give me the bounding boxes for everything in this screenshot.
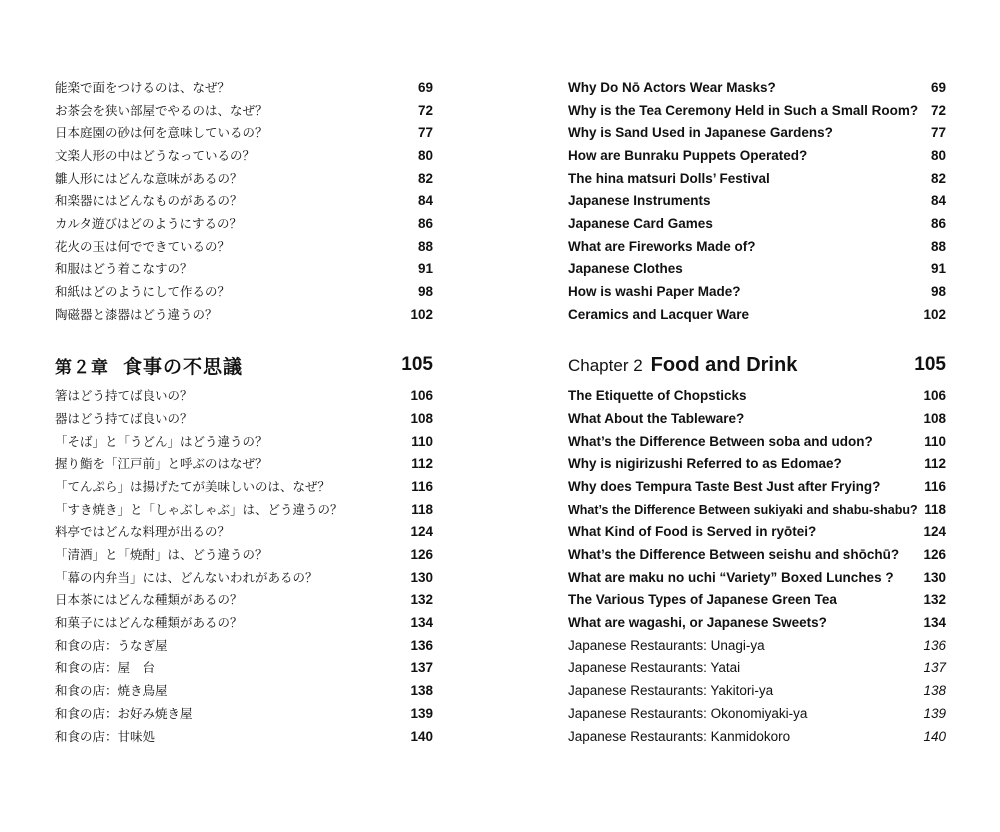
toc-entry[interactable] — [568, 100, 946, 122]
toc-entry-page: 102 — [923, 307, 946, 322]
toc-entry-page: 86 — [930, 216, 946, 231]
toc-entry[interactable] — [568, 680, 946, 702]
toc-entry-title: 「幕の内弁当」には、どんないわれがあるの？ — [55, 570, 318, 585]
toc-entry[interactable] — [55, 145, 433, 167]
toc-entry-page: 112 — [924, 456, 946, 471]
toc-entry[interactable] — [568, 236, 946, 258]
toc-entry[interactable] — [568, 122, 946, 144]
toc-entry-title: What are wagashi, or Japanese Sweets? — [568, 615, 827, 630]
toc-entry[interactable] — [568, 408, 946, 430]
toc-entry-title: 文楽人形の中はどうなっているの？ — [55, 148, 256, 163]
toc-entry-title: How is washi Paper Made? — [568, 284, 741, 299]
toc-entry[interactable] — [55, 703, 433, 725]
toc-entry-page: 139 — [410, 706, 433, 721]
toc-entry-page: 124 — [410, 524, 433, 539]
chapter-title — [568, 354, 797, 377]
toc-entry-page: 137 — [923, 660, 946, 675]
toc-entry[interactable] — [55, 521, 433, 543]
toc-entry-title: 和食の店：お好み焼き屋 — [55, 706, 193, 721]
toc-entry[interactable] — [55, 499, 433, 521]
chapter-heading[interactable] — [55, 350, 433, 380]
toc-entry-title: カルタ遊びはどのようにするの？ — [55, 216, 243, 231]
toc-entry-title: Ceramics and Lacquer Ware — [568, 307, 750, 322]
toc-entry-title: Why is Sand Used in Japanese Gardens? — [568, 125, 833, 140]
toc-entry-title: Japanese Restaurants: Kanmidokoro — [568, 729, 791, 744]
toc-entry-title: Japanese Instruments — [568, 193, 711, 208]
toc-entry[interactable] — [568, 635, 946, 657]
toc-entry-page: 134 — [923, 615, 946, 630]
toc-entry-page: 91 — [417, 261, 433, 276]
toc-entry[interactable] — [568, 521, 946, 543]
chapter-label: 第２章 — [55, 357, 109, 378]
toc-entry[interactable] — [568, 77, 946, 99]
toc-entry[interactable] — [568, 612, 946, 634]
toc-entry[interactable] — [55, 635, 433, 657]
toc-entry[interactable] — [55, 453, 433, 475]
toc-entry-page: 77 — [417, 125, 433, 140]
toc-entry-title: What’s the Difference Between sukiyaki and shabu-shabu? — [568, 503, 918, 517]
toc-entry-title: 「てんぷら」は揚げたてが美味しいのは、なぜ？ — [55, 479, 331, 494]
toc-entry[interactable] — [55, 657, 433, 679]
toc-entry-title: 日本庭園の砂は何を意味しているの？ — [55, 125, 268, 140]
toc-entry-title: The Various Types of Japanese Green Tea — [568, 592, 837, 607]
toc-entry-page: 126 — [410, 547, 433, 562]
chapter-name: Food and Drink — [650, 353, 798, 376]
toc-entry-title: What Kind of Food is Served in ryōtei? — [568, 524, 817, 539]
toc-entry[interactable] — [568, 190, 946, 212]
toc-entry-title: The Etiquette of Chopsticks — [568, 388, 747, 403]
toc-entry[interactable] — [568, 281, 946, 303]
toc-entry-title: 和食の店：焼き鳥屋 — [55, 683, 168, 698]
toc-entry-page: 77 — [930, 125, 946, 140]
toc-entry[interactable] — [55, 122, 433, 144]
toc-entry-page: 110 — [924, 434, 946, 449]
toc-entry[interactable] — [568, 544, 946, 566]
toc-entry[interactable] — [55, 190, 433, 212]
toc-entry-title: Japanese Restaurants: Okonomiyaki-ya — [568, 706, 808, 721]
toc-entry-page: 116 — [411, 479, 433, 494]
toc-entry[interactable] — [55, 100, 433, 122]
toc-entry[interactable] — [55, 680, 433, 702]
toc-entry-title: Why is the Tea Ceremony Held in Such a Small Room? — [568, 103, 919, 118]
toc-entry-page: 91 — [930, 261, 946, 276]
toc-entry[interactable] — [568, 499, 946, 521]
toc-entry-page: 82 — [417, 171, 433, 186]
toc-entry-title: What’s the Difference Between seishu and shōchū? — [568, 547, 900, 562]
toc-entry[interactable] — [568, 703, 946, 725]
toc-entry[interactable] — [568, 657, 946, 679]
toc-entry-title: 器はどう持てば良いの？ — [55, 411, 193, 426]
toc-entry-page: 82 — [930, 171, 946, 186]
toc-entry-title: 和楽器にはどんなものがあるの？ — [55, 193, 243, 208]
toc-entry-page: 69 — [930, 80, 946, 95]
toc-entry[interactable] — [55, 213, 433, 235]
toc-entry[interactable] — [568, 589, 946, 611]
toc-entry-title: 和紙はどのようにして作るの？ — [55, 284, 231, 299]
toc-entry-title: 和食の店：甘味処 — [55, 729, 156, 744]
toc-entry-page: 118 — [924, 502, 946, 517]
toc-entry-page: 108 — [923, 411, 946, 426]
toc-entry-title: Why is nigirizushi Referred to as Edomae? — [568, 456, 842, 471]
toc-entry-page: 118 — [411, 502, 433, 517]
toc-entry-title: Japanese Card Games — [568, 216, 713, 231]
toc-entry-page: 134 — [410, 615, 433, 630]
toc-entry-page: 84 — [930, 193, 946, 208]
toc-entry-title: 「そば」と「うどん」はどう違うの？ — [55, 434, 268, 449]
toc-entry-title: 陶磁器と漆器はどう違うの？ — [55, 307, 218, 322]
toc-entry-page: 138 — [923, 683, 946, 698]
toc-entry[interactable] — [55, 544, 433, 566]
toc-entry[interactable] — [55, 385, 433, 407]
toc-entry[interactable] — [568, 431, 946, 453]
chapter-page: 105 — [914, 354, 946, 375]
toc-entry[interactable] — [55, 612, 433, 634]
toc-entry-page: 112 — [411, 456, 433, 471]
toc-entry[interactable] — [55, 281, 433, 303]
toc-entry[interactable] — [55, 258, 433, 280]
toc-entry-page: 132 — [410, 592, 433, 607]
toc-entry-page: 136 — [410, 638, 433, 653]
toc-entry-title: Japanese Restaurants: Yatai — [568, 660, 741, 675]
chapter-name: 食事の不思議 — [123, 355, 244, 378]
toc-entry-title: 握り鮨を「江戸前」と呼ぶのはなぜ？ — [55, 456, 268, 471]
toc-entry[interactable] — [568, 476, 946, 498]
toc-entry-title: 和食の店：屋 台 — [55, 660, 156, 675]
toc-entry[interactable] — [55, 589, 433, 611]
toc-entry-page: 137 — [410, 660, 433, 675]
toc-entry-page: 140 — [923, 729, 946, 744]
toc-entry-page: 98 — [417, 284, 433, 299]
toc-entry[interactable] — [55, 476, 433, 498]
toc-entry-title: 日本茶にはどんな種類があるの？ — [55, 592, 243, 607]
chapter-title — [55, 352, 243, 379]
toc-entry-page: 80 — [417, 148, 433, 163]
toc-entry-title: 能楽で面をつけるのは、なぜ？ — [55, 80, 231, 95]
toc-entry-title: What About the Tableware? — [568, 411, 745, 426]
toc-entry[interactable] — [55, 431, 433, 453]
toc-entry[interactable] — [55, 168, 433, 190]
chapter-label: Chapter 2 — [568, 355, 643, 375]
toc-entry-page: 132 — [923, 592, 946, 607]
toc-entry-title: Why does Tempura Taste Best Just after Frying? — [568, 479, 881, 494]
toc-entry-page: 110 — [411, 434, 433, 449]
toc-entry-page: 72 — [930, 103, 946, 118]
toc-entry[interactable] — [55, 304, 433, 326]
toc-entry-title: 花火の玉は何でできているの？ — [55, 239, 231, 254]
toc-entry[interactable] — [568, 168, 946, 190]
chapter-heading[interactable] — [568, 350, 946, 380]
toc-entry-page: 106 — [410, 388, 433, 403]
toc-entry-title: 箸はどう持てば良いの？ — [55, 388, 193, 403]
toc-entry-page: 88 — [417, 239, 433, 254]
chapter-page: 105 — [401, 354, 433, 375]
toc-entry-title: 和食の店：うなぎ屋 — [55, 638, 168, 653]
toc-entry-page: 80 — [930, 148, 946, 163]
toc-entry-title: The hina matsuri Dolls’ Festival — [568, 171, 770, 186]
toc-entry-title: 和菓子にはどんな種類があるの？ — [55, 615, 243, 630]
toc-entry[interactable] — [568, 304, 946, 326]
toc-entry[interactable] — [568, 145, 946, 167]
toc-entry-title: 雛人形にはどんな意味があるの？ — [55, 171, 243, 186]
toc-entry[interactable] — [55, 408, 433, 430]
english-toc-page — [568, 0, 946, 832]
toc-entry-page: 136 — [923, 638, 946, 653]
toc-entry-page: 98 — [930, 284, 946, 299]
toc-entry[interactable] — [55, 236, 433, 258]
toc-entry-page: 84 — [417, 193, 433, 208]
toc-entry[interactable] — [55, 567, 433, 589]
toc-entry[interactable] — [568, 567, 946, 589]
toc-entry-title: Why Do Nō Actors Wear Masks? — [568, 80, 776, 95]
toc-entry-title: How are Bunraku Puppets Operated? — [568, 148, 808, 163]
toc-entry[interactable] — [55, 726, 433, 748]
toc-entry-page: 72 — [417, 103, 433, 118]
toc-entry-page: 102 — [410, 307, 433, 322]
toc-entry-title: What are Fireworks Made of? — [568, 239, 756, 254]
toc-entry-page: 88 — [930, 239, 946, 254]
japanese-toc-page — [55, 0, 433, 832]
toc-entry[interactable] — [568, 453, 946, 475]
toc-entry-page: 69 — [417, 80, 433, 95]
toc-entry-page: 130 — [410, 570, 433, 585]
toc-entry-page: 86 — [417, 216, 433, 231]
toc-entry-title: Japanese Clothes — [568, 261, 683, 276]
toc-entry-title: 「清酒」と「焼酎」は、どう違うの？ — [55, 547, 268, 562]
toc-entry-title: お茶会を狭い部屋でやるのは、なぜ？ — [55, 103, 268, 118]
toc-entry[interactable] — [55, 77, 433, 99]
toc-entry-page: 140 — [410, 729, 433, 744]
toc-entry-title: Japanese Restaurants: Unagi-ya — [568, 638, 765, 653]
toc-entry-page: 126 — [923, 547, 946, 562]
toc-entry-title: Japanese Restaurants: Yakitori-ya — [568, 683, 774, 698]
toc-entry[interactable] — [568, 213, 946, 235]
toc-entry[interactable] — [568, 258, 946, 280]
toc-entry-title: What are maku no uchi “Variety” Boxed Lunches ? — [568, 570, 894, 585]
toc-entry-title: 「すき焼き」と「しゃぶしゃぶ」は、どう違うの？ — [55, 502, 343, 517]
toc-entry-title: 料亭ではどんな料理が出るの？ — [55, 524, 231, 539]
toc-entry-title: 和服はどう着こなすの？ — [55, 261, 193, 276]
toc-entry[interactable] — [568, 385, 946, 407]
toc-entry-page: 108 — [410, 411, 433, 426]
toc-entry-page: 116 — [924, 479, 946, 494]
toc-entry-page: 130 — [923, 570, 946, 585]
toc-entry[interactable] — [568, 726, 946, 748]
toc-entry-title: What’s the Difference Between soba and udon? — [568, 434, 873, 449]
toc-entry-page: 106 — [923, 388, 946, 403]
toc-entry-page: 124 — [923, 524, 946, 539]
toc-entry-page: 138 — [410, 683, 433, 698]
toc-entry-page: 139 — [923, 706, 946, 721]
